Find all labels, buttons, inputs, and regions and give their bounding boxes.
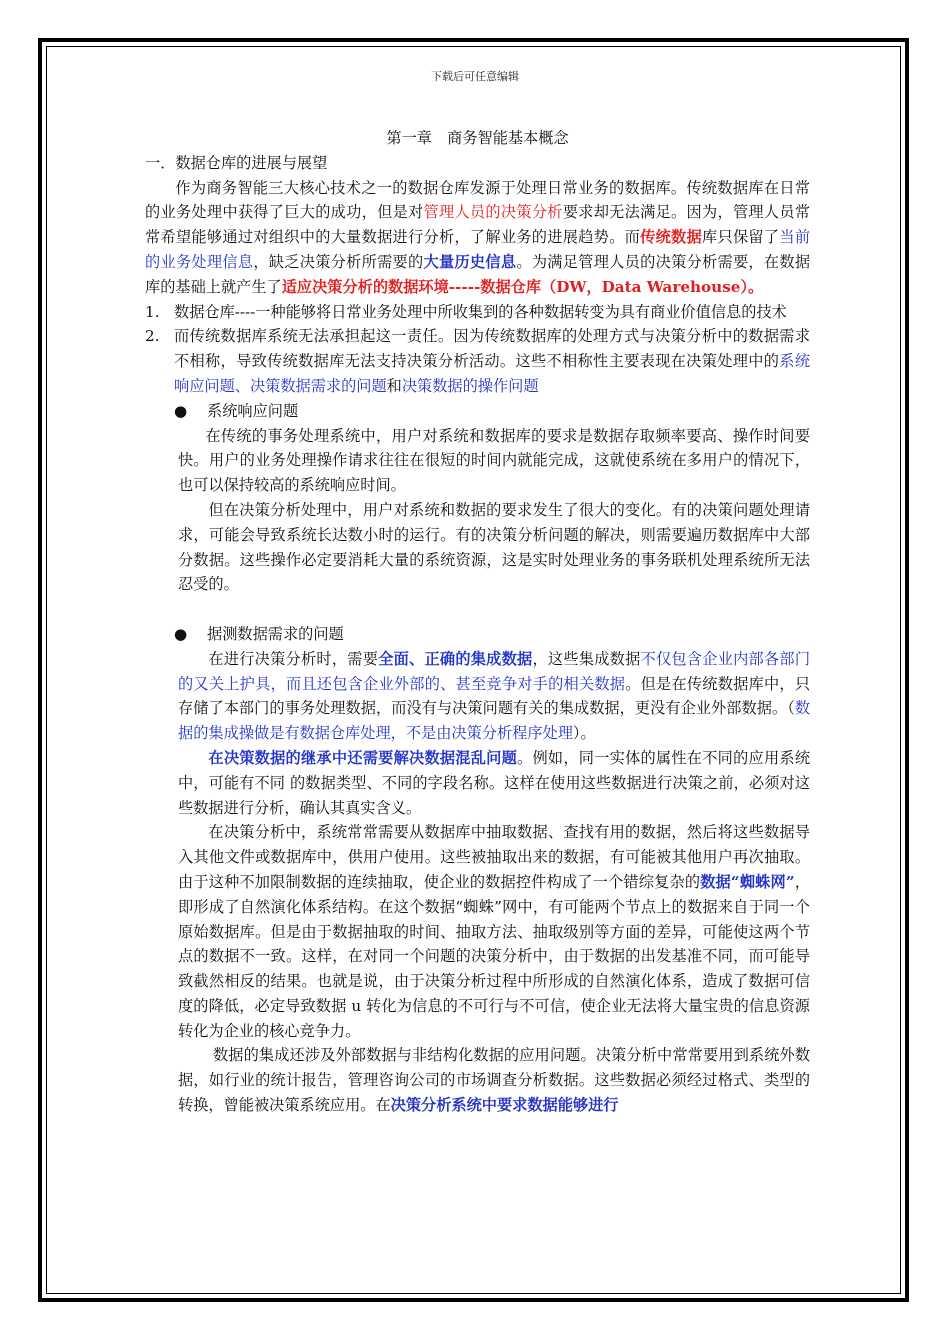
text-run: ，即形成了自然演化体系结构。在这个数据“蜘蛛”网中，有可能两个节点上的数据来自于同一个原始数据库。但是由于数据抽取的时间、抽取方法、抽取级别等方面的差异，可能使这两个节点的数据不一致。这样，在对同一个问题的决策分析中，由于数据的出发基准不同，而可能导致截然相反的结果。也就是说，由于决策分析过程中所形成的自然演化体系，造成了数据可信度的降低，必定导致数据 u 转化为信息的不可行与不可信，使企业无法将大量宝贵的信息资源转化为企业的核心竞争力。 <box>178 872 810 1040</box>
text-run: 在进行决策分析时，需要 <box>208 649 379 668</box>
text-run: 作为商务智能三大核心技术之一的数据仓库发源于处理日常业务的数据库。传统数据库在日常的业务处理中获得了巨大的成功，但是对 <box>145 178 810 222</box>
text-run: 在决策分析中，系统常常需要从数据库中抽取数据、查找有用的数据，然后将这些数据导入其他文件或数据库中，供用户使用。这些被抽取出来的数据，有可能被其他用户再次抽取。由于这种不加限制数据的连续抽取，使企业的数据控件构成了一个错综复杂的 <box>178 823 810 891</box>
highlight-blue-bold: 大量历史信息 <box>423 252 517 271</box>
bullet-title: 系统响应问题 <box>207 401 299 420</box>
text-run: 、 <box>234 376 250 395</box>
text-run: ）。 <box>572 724 596 743</box>
text-run: 数据的集成还涉及外部数据与非结构化数据的应用问题。决策分析中常常要用到系统外数据，如行业的统计报告，管理咨询公司的市场调查分析数据。这些数据必须经过格式、类型的转换，曾能被决策系统应用。在 <box>178 1046 810 1115</box>
highlight-red-bold: 传统数据 <box>640 228 702 247</box>
text-run: 。为满足管理人员的决策分析需要，在数据库的基础上就产生了 <box>145 252 811 296</box>
bullet-icon: ● <box>174 401 188 420</box>
text-run: ，这些集成数据 <box>532 649 641 668</box>
highlight-blue: 系统响应问题 <box>174 352 811 395</box>
chapter-title: 第一章 商务智能基本概念 <box>386 129 569 147</box>
highlight-red: 管理人员的决策分析 <box>423 203 563 222</box>
list-text: 数据仓库----一种能够将日常业务处理中所收集到的各种数据转变为具有商业价值信息的技术 <box>174 302 787 321</box>
highlight-blue-bold: 决策分析系统中要求数据能够进行 <box>390 1096 619 1115</box>
bullet-body <box>178 647 810 1118</box>
text-run: ，缺乏决策分析所需要的 <box>253 252 424 271</box>
highlight-blue-bold: 在决策数据的继承中还需要解决数据混乱问题 <box>208 748 518 767</box>
highlight-blue: 当前的业务处理信息 <box>145 228 811 271</box>
spacer <box>145 597 810 622</box>
highlight-blue: 决策数据的操作问题 <box>401 376 539 395</box>
text-run: 和 <box>386 376 402 395</box>
body-paragraph <box>178 1043 810 1117</box>
text-run: 而传统数据库系统无法承担起这一责任。因为传统数据库的处理方式与决策分析中的数据需求不相称，导致传统数据库无法支持决策分析活动。这些不相称性主要表现在决策处理中的 <box>174 327 810 371</box>
list-item <box>145 324 810 398</box>
bullet-title: 据测数据需求的问题 <box>207 624 344 643</box>
text-run: 。但是在传统数据库中，只存储了本部门的事务处理数据，而没有与决策问题有关的集成数据，更没有企业外部数据。（ <box>178 674 811 718</box>
text-run: 。例如，同一实体的属性在不同的应用系统中，可能有不同 的数据类型、不同的字段名称。这样在使用这些数据进行决策之前，必须对这些数据进行分析，确认其真实含义。 <box>178 748 811 817</box>
bullet-heading <box>174 622 810 647</box>
body-paragraph: 在传统的事务处理系统中，用户对系统和数据库的要求是数据存取频率要高、操作时间要快。用户的业务处理操作请求往往在很短的时间内就能完成，这就使系统在多用户的情况下，也可以保持较高的系统响应时间。 <box>178 426 810 495</box>
document-body <box>145 126 810 1118</box>
bullet-icon: ● <box>174 624 188 643</box>
body-paragraph <box>178 647 810 746</box>
bullet-heading <box>174 399 810 424</box>
highlight-red-bold: 适应决策分析的数据环境-----数据仓库（DW，Data Warehouse）。 <box>281 277 764 296</box>
list-number: 1. <box>145 302 160 321</box>
intro-paragraph <box>145 176 810 300</box>
body-paragraph <box>178 820 810 1043</box>
highlight-blue: 决策数据需求的问题 <box>249 376 387 395</box>
page-header-note: 下载后可任意编辑 <box>431 70 519 83</box>
highlight-blue-bold: 全面、正确的集成数据 <box>378 649 533 668</box>
text-run: 要求却无法满足。因为，管理人员常常希望能够通过对组织中的大量数据进行分析，了解业务的进展趋势。而 <box>145 203 811 247</box>
body-paragraph <box>178 746 810 820</box>
list-number: 2. <box>145 327 160 346</box>
highlight-blue: 不仅包含企业内部各部门的又关上护具，而且还包含企业外部的、甚至竞争对手的相关数据 <box>178 649 811 693</box>
bullet-body <box>178 424 810 598</box>
list-text <box>174 324 810 398</box>
body-paragraph: 但在决策分析处理中，用户对系统和数据的要求发生了很大的变化。有的决策问题处理请求，可能会导致系统长达数小时的运行。有的决策分析问题的解决，则需要遍历数据库中大部分数据。这些操作必定要消耗大量的系统资源，这是实时处理业务的事务联机处理系统所无法忍受的。 <box>178 500 810 594</box>
section-heading: 一．数据仓库的进展与展望 <box>145 153 328 172</box>
highlight-blue: 数据的集成操做是有数据仓库处理，不是由决策分析程序处理 <box>178 699 810 743</box>
list-item <box>145 300 810 325</box>
highlight-blue-bold: 数据“蜘蛛网” <box>700 872 795 891</box>
text-run: 库只保留了 <box>702 228 780 247</box>
